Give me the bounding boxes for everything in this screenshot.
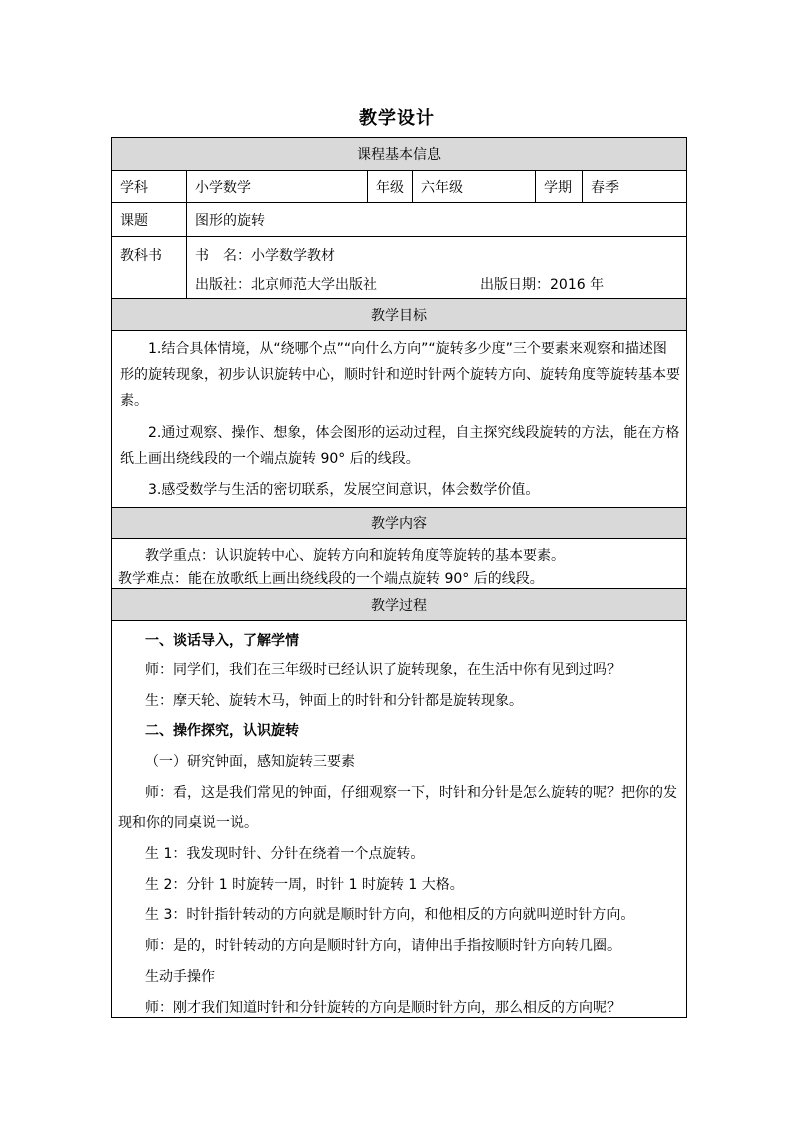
document-title: 教学设计: [359, 108, 435, 129]
section-title: 教学内容: [371, 516, 427, 532]
process-heading-1: 一、谈话导入，了解学情: [145, 633, 299, 649]
lesson-plan-table: [111, 137, 687, 1018]
process-line: 师：是的，时针转动的方向是顺时针方向，请伸出手指按顺时针方向转几圈。: [145, 938, 621, 954]
subject-value: 小学数学: [187, 171, 368, 202]
difficult-point: 教学难点：能在放歌纸上画出绕线段的一个端点旋转 90° 后的线段。: [118, 571, 544, 587]
process-line-continued: 现和你的同桌说一说。: [118, 815, 258, 831]
process-line: 师：同学们，我们在三年级时已经认识了旋转现象，在生活中你有见到过吗？: [145, 662, 621, 678]
goals-content: [112, 331, 686, 508]
process-line: 师：看，这是我们常见的钟面，仔细观察一下，时针和分针是怎么旋转的呢？把你的发: [145, 785, 677, 801]
textbook-info: [187, 237, 686, 298]
process-line: 生：摩天轮、旋转木马，钟面上的时针和分针都是旋转现象。: [145, 693, 523, 709]
section-title: 教学目标: [371, 307, 427, 324]
section-header-content: [112, 508, 686, 539]
grade-value: 六年级: [413, 171, 536, 202]
process-content: [112, 621, 686, 1017]
key-point: 教学重点：认识旋转中心、旋转方向和旋转角度等旋转的基本要素。: [145, 548, 565, 564]
topic-label: 课题: [112, 203, 187, 236]
publish-date: 出版日期：2016 年: [480, 277, 605, 293]
subject-label: 学科: [112, 171, 187, 202]
textbook-label: 教科书: [112, 237, 187, 298]
subject-grade-term-row: [112, 171, 686, 203]
process-line: 师：刚才我们知道时针和分针旋转的方向是顺时针方向，那么相反的方向呢？: [145, 1000, 621, 1016]
process-line: 生 3：时针指针转动的方向就是顺时针方向，和他相反的方向就叫逆时针方向。: [145, 907, 635, 923]
process-line: 生 1：我发现时针、分针在绕着一个点旋转。: [145, 846, 425, 862]
process-line: 生动手操作: [145, 969, 215, 985]
term-value: 春季: [591, 179, 619, 196]
goal-item-1: 1.结合具体情境，从“绕哪个点”“向什么方向”“旋转多少度”三个要素来观察和描述图形的旋转现象，初步认识旋转中心，顺时针和逆时针两个旋转方向、旋转角度等旋转基本要素。: [120, 341, 680, 409]
goal-item-2: 2.通过观察、操作、想象，体会图形的运动过程，自主探究线段旋转的方法，能在方格纸上画出绕线段的一个端点旋转 90° 后的线段。: [120, 425, 680, 467]
process-line: 生 2：分针 1 时旋转一周，时针 1 时旋转 1 大格。: [145, 877, 464, 893]
goal-item-3: 3.感受数学与生活的密切联系，发展空间意识，体会数学价值。: [148, 482, 540, 498]
topic-row: [112, 203, 686, 237]
section-header-basic-info: [112, 138, 686, 171]
term-label: 学期: [536, 171, 583, 202]
section-title: 教学过程: [371, 597, 427, 614]
book-name: 书 名：小学数学教材: [195, 248, 335, 264]
topic-value: 图形的旋转: [195, 212, 265, 229]
section-title: 课程基本信息: [357, 147, 441, 163]
textbook-row: [112, 237, 686, 299]
section-header-process: [112, 589, 686, 621]
publisher: 出版社：北京师范大学出版社: [195, 277, 377, 293]
section-header-goals: [112, 299, 686, 331]
content-body: [112, 539, 686, 589]
process-heading-2: 二、操作探究，认识旋转: [145, 723, 299, 739]
process-subheading: （一）研究钟面，感知旋转三要素: [145, 754, 355, 770]
grade-label: 年级: [368, 171, 413, 202]
